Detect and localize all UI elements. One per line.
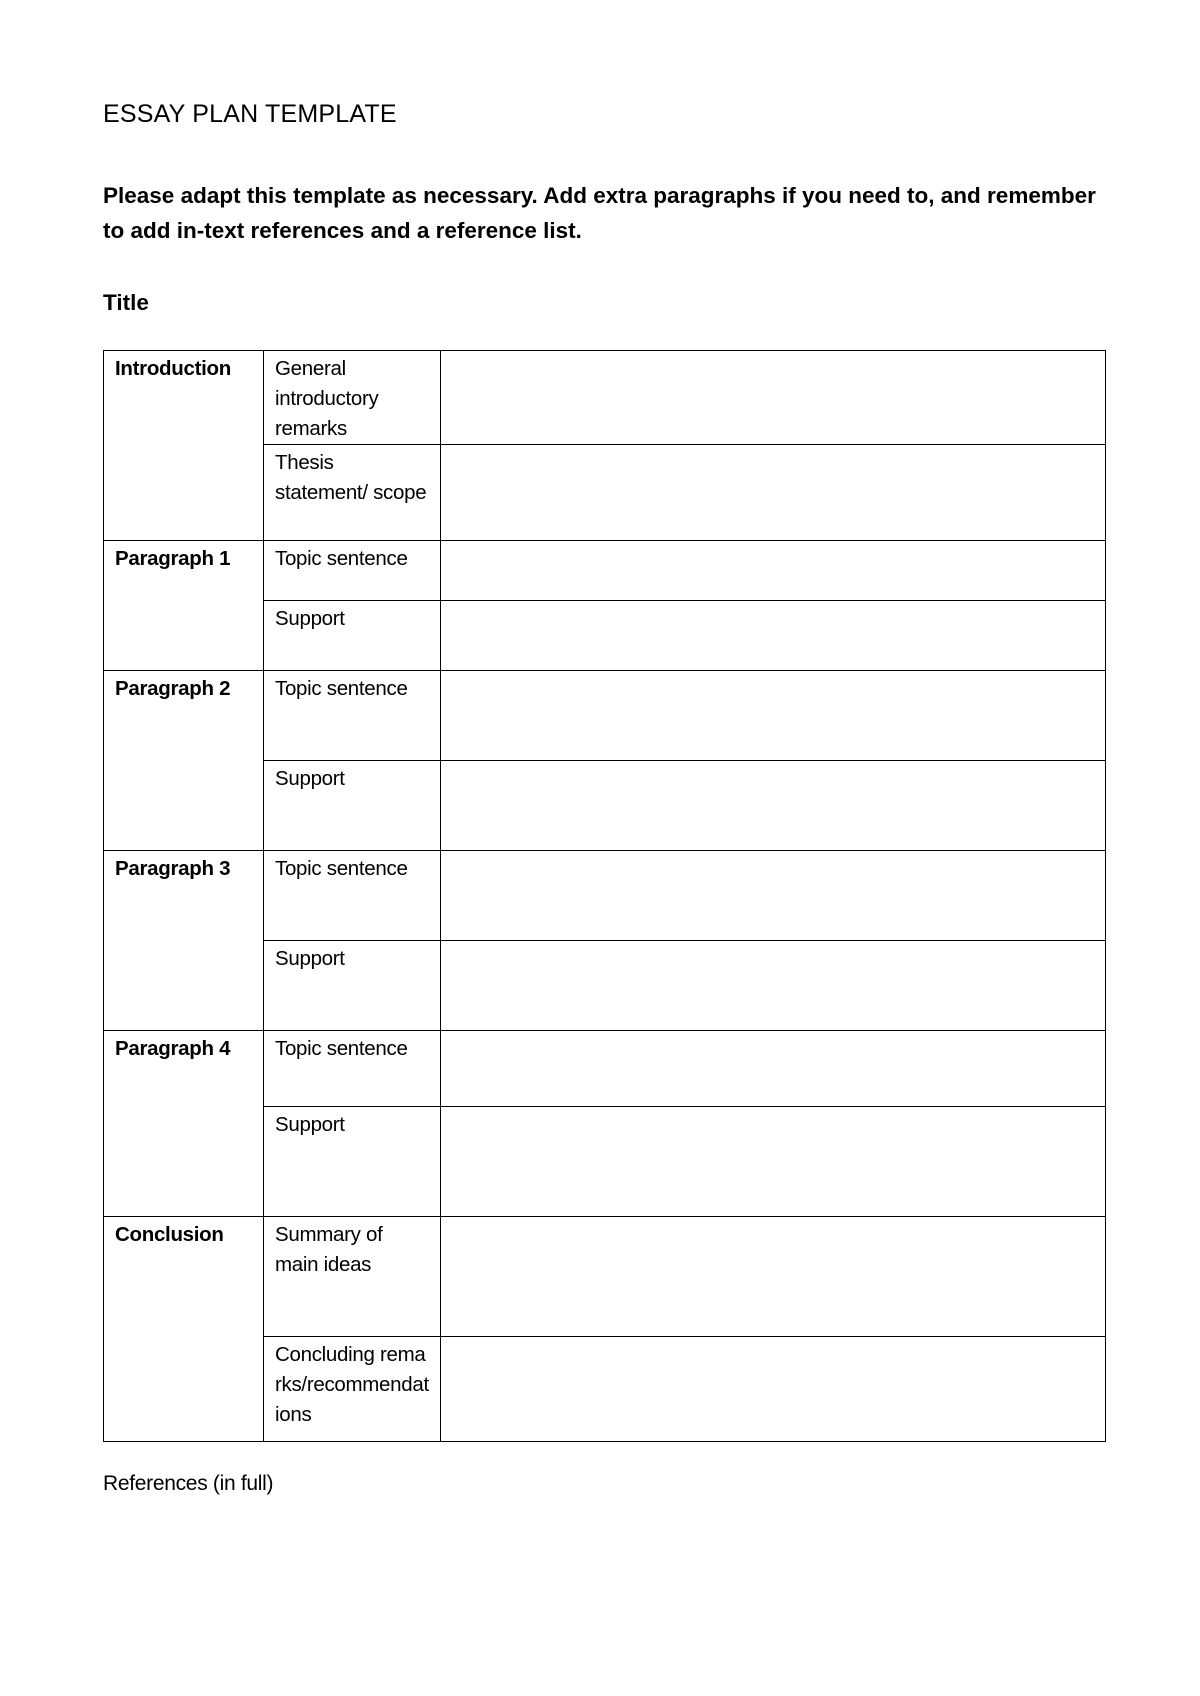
row-prompt: Concluding remarks/recommendations [264, 1337, 441, 1442]
section-label-paragraph-1: Paragraph 1 [104, 541, 264, 671]
row-prompt: Support [264, 1107, 441, 1217]
table-row [104, 351, 1106, 445]
row-prompt: Support [264, 761, 441, 851]
instructions-text: Please adapt this template as necessary. Add extra paragraphs if you need to, and remember to add in-text references and a reference list. [103, 183, 1096, 243]
answer-cell[interactable] [441, 671, 1106, 761]
answer-cell[interactable] [441, 941, 1106, 1031]
table-row [104, 671, 1106, 761]
table-row [104, 851, 1106, 941]
answer-cell[interactable] [441, 541, 1106, 601]
row-prompt: General introductory remarks [264, 351, 441, 445]
document-title: ESSAY PLAN TEMPLATE [103, 100, 397, 128]
answer-cell[interactable] [441, 445, 1106, 541]
row-prompt: Support [264, 601, 441, 671]
answer-cell[interactable] [441, 601, 1106, 671]
table-row [104, 1031, 1106, 1107]
section-label-conclusion: Conclusion [104, 1217, 264, 1442]
row-prompt: Summary of main ideas [264, 1217, 441, 1337]
answer-cell[interactable] [441, 1337, 1106, 1442]
answer-cell[interactable] [441, 761, 1106, 851]
row-prompt: Topic sentence [264, 1031, 441, 1107]
answer-cell[interactable] [441, 351, 1106, 445]
table-row [104, 541, 1106, 601]
section-label-paragraph-2: Paragraph 2 [104, 671, 264, 851]
row-prompt: Thesis statement/ scope [264, 445, 441, 541]
references-label: References (in full) [103, 1472, 274, 1495]
section-label-paragraph-3: Paragraph 3 [104, 851, 264, 1031]
answer-cell[interactable] [441, 851, 1106, 941]
essay-title-label: Title [103, 290, 149, 315]
section-label-introduction: Introduction [104, 351, 264, 541]
row-prompt: Topic sentence [264, 851, 441, 941]
table-row [104, 1217, 1106, 1337]
answer-cell[interactable] [441, 1107, 1106, 1217]
answer-cell[interactable] [441, 1031, 1106, 1107]
row-prompt: Topic sentence [264, 541, 441, 601]
row-prompt: Topic sentence [264, 671, 441, 761]
row-prompt: Support [264, 941, 441, 1031]
essay-plan-table [103, 350, 1106, 1442]
answer-cell[interactable] [441, 1217, 1106, 1337]
section-label-paragraph-4: Paragraph 4 [104, 1031, 264, 1217]
